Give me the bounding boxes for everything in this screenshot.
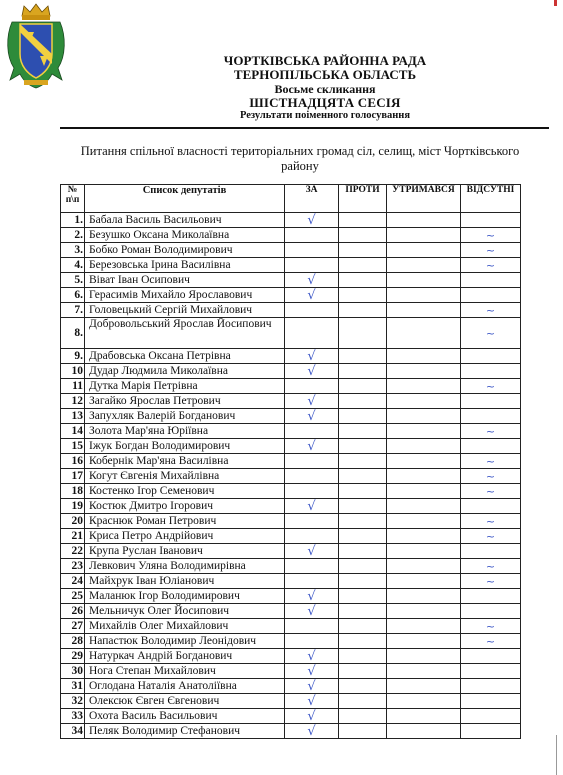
vote-abstain-cell — [387, 258, 461, 273]
vote-absent-cell — [461, 454, 521, 469]
dash-mark-icon: ~ — [485, 243, 496, 257]
vote-absent-cell — [461, 529, 521, 544]
vote-absent-cell — [461, 694, 521, 709]
vote-against-cell — [339, 424, 387, 439]
vote-for-cell — [285, 589, 339, 604]
table-row — [61, 394, 521, 409]
deputy-name: Олексюк Євген Євгенович — [85, 694, 285, 709]
deputy-name: Нога Степан Михайлович — [85, 664, 285, 679]
vote-absent-cell — [461, 664, 521, 679]
checkmark-icon: √ — [307, 393, 316, 409]
deputy-name: Оглодана Наталія Анатоліївна — [85, 679, 285, 694]
deputy-name: Михайлів Олег Михайлович — [85, 619, 285, 634]
edge-mark — [556, 735, 557, 775]
table-row — [61, 469, 521, 484]
row-number: 2. — [61, 228, 85, 243]
row-number: 7. — [61, 303, 85, 318]
vote-against-cell — [339, 724, 387, 739]
table-row — [61, 694, 521, 709]
vote-for-cell — [285, 258, 339, 273]
checkmark-icon: √ — [307, 363, 316, 379]
col-deputies: Список депутатів — [85, 185, 285, 213]
row-number: 33 — [61, 709, 85, 724]
table-row — [61, 273, 521, 288]
table-row — [61, 379, 521, 394]
vote-absent-cell — [461, 243, 521, 258]
row-number: 1. — [61, 213, 85, 228]
dash-mark-icon: ~ — [485, 303, 496, 317]
table-row — [61, 243, 521, 258]
row-number: 6. — [61, 288, 85, 303]
vote-abstain-cell — [387, 318, 461, 349]
table-row — [61, 228, 521, 243]
vote-abstain-cell — [387, 288, 461, 303]
checkmark-icon: √ — [307, 648, 316, 664]
checkmark-icon: √ — [307, 603, 316, 619]
deputy-name: Криса Петро Андрійович — [85, 529, 285, 544]
row-number: 5. — [61, 273, 85, 288]
vote-absent-cell — [461, 724, 521, 739]
vote-against-cell — [339, 514, 387, 529]
checkmark-icon: √ — [307, 272, 316, 288]
table-row — [61, 364, 521, 379]
vote-for-cell — [285, 303, 339, 318]
vote-for-cell — [285, 409, 339, 424]
deputy-name: Бобко Роман Володимирович — [85, 243, 285, 258]
col-for: ЗА — [285, 185, 339, 213]
vote-abstain-cell — [387, 499, 461, 514]
checkmark-icon: √ — [307, 438, 316, 454]
dash-mark-icon: ~ — [485, 469, 496, 483]
vote-abstain-cell — [387, 724, 461, 739]
vote-for-cell — [285, 484, 339, 499]
vote-against-cell — [339, 499, 387, 514]
dash-mark-icon: ~ — [485, 258, 496, 272]
checkmark-icon: √ — [307, 723, 316, 739]
vote-against-cell — [339, 709, 387, 724]
vote-for-cell — [285, 664, 339, 679]
agenda-subject: Питання спільної власності територіальних громад сіл, селищ, міст Чортківського району — [80, 144, 520, 173]
vote-abstain-cell — [387, 694, 461, 709]
table-row — [61, 529, 521, 544]
deputy-name: Маланюк Ігор Володимирович — [85, 589, 285, 604]
dash-mark-icon: ~ — [485, 529, 496, 543]
vote-for-cell — [285, 228, 339, 243]
vote-absent-cell — [461, 679, 521, 694]
dash-mark-icon: ~ — [485, 634, 496, 648]
vote-absent-cell — [461, 514, 521, 529]
vote-against-cell — [339, 379, 387, 394]
vote-absent-cell — [461, 303, 521, 318]
vote-against-cell — [339, 454, 387, 469]
checkmark-icon: √ — [307, 498, 316, 514]
row-number: 28 — [61, 634, 85, 649]
vote-for-cell — [285, 273, 339, 288]
table-row — [61, 484, 521, 499]
vote-for-cell — [285, 724, 339, 739]
vote-against-cell — [339, 589, 387, 604]
checkmark-icon: √ — [307, 543, 316, 559]
row-number: 25 — [61, 589, 85, 604]
vote-abstain-cell — [387, 604, 461, 619]
vote-against-cell — [339, 303, 387, 318]
row-number: 24 — [61, 574, 85, 589]
row-number: 16 — [61, 454, 85, 469]
col-number: № п\п — [61, 185, 85, 213]
vote-abstain-cell — [387, 619, 461, 634]
coat-of-arms-icon — [4, 2, 68, 90]
vote-for-cell — [285, 439, 339, 454]
vote-absent-cell — [461, 349, 521, 364]
deputy-name: Костенко Ігор Семенович — [85, 484, 285, 499]
vote-abstain-cell — [387, 379, 461, 394]
row-number: 32 — [61, 694, 85, 709]
vote-absent-cell — [461, 469, 521, 484]
vote-abstain-cell — [387, 709, 461, 724]
vote-for-cell — [285, 364, 339, 379]
row-number: 9. — [61, 349, 85, 364]
row-number: 13 — [61, 409, 85, 424]
col-absent: ВІДСУТНІ — [461, 185, 521, 213]
vote-for-cell — [285, 288, 339, 303]
vote-absent-cell — [461, 273, 521, 288]
table-header-row — [61, 185, 521, 213]
vote-for-cell — [285, 469, 339, 484]
deputy-name: Костюк Дмитро Ігорович — [85, 499, 285, 514]
vote-absent-cell — [461, 649, 521, 664]
row-number: 21 — [61, 529, 85, 544]
session-title: ШІСТНАДЦЯТА СЕСІЯ — [249, 95, 401, 110]
vote-against-cell — [339, 349, 387, 364]
convocation-title: Восьме скликання — [274, 82, 376, 96]
voting-table-body — [61, 213, 521, 739]
voting-table — [60, 184, 521, 739]
vote-against-cell — [339, 258, 387, 273]
table-row — [61, 664, 521, 679]
table-row — [61, 514, 521, 529]
table-row — [61, 619, 521, 634]
vote-for-cell — [285, 379, 339, 394]
row-number: 26 — [61, 604, 85, 619]
vote-for-cell — [285, 604, 339, 619]
vote-for-cell — [285, 318, 339, 349]
table-row — [61, 303, 521, 318]
table-row — [61, 499, 521, 514]
deputy-name: Загайко Ярослав Петрович — [85, 394, 285, 409]
dash-mark-icon: ~ — [485, 559, 496, 573]
row-number: 17 — [61, 469, 85, 484]
vote-for-cell — [285, 679, 339, 694]
row-number: 15 — [61, 439, 85, 454]
table-row — [61, 649, 521, 664]
checkmark-icon: √ — [307, 663, 316, 679]
vote-abstain-cell — [387, 574, 461, 589]
vote-for-cell — [285, 213, 339, 228]
deputy-name: Віват Іван Осипович — [85, 273, 285, 288]
dash-mark-icon: ~ — [485, 484, 496, 498]
vote-abstain-cell — [387, 679, 461, 694]
vote-for-cell — [285, 649, 339, 664]
table-row — [61, 424, 521, 439]
vote-absent-cell — [461, 228, 521, 243]
row-number: 14 — [61, 424, 85, 439]
row-number: 31 — [61, 679, 85, 694]
vote-abstain-cell — [387, 649, 461, 664]
checkmark-icon: √ — [307, 348, 316, 364]
row-number: 29 — [61, 649, 85, 664]
deputy-name: Драбовська Оксана Петрівна — [85, 349, 285, 364]
table-row — [61, 288, 521, 303]
vote-absent-cell — [461, 364, 521, 379]
vote-for-cell — [285, 499, 339, 514]
checkmark-icon: √ — [307, 287, 316, 303]
vote-absent-cell — [461, 589, 521, 604]
vote-for-cell — [285, 349, 339, 364]
vote-for-cell — [285, 243, 339, 258]
table-row — [61, 724, 521, 739]
vote-for-cell — [285, 394, 339, 409]
deputy-name: Охота Василь Васильович — [85, 709, 285, 724]
row-number: 20 — [61, 514, 85, 529]
vote-abstain-cell — [387, 394, 461, 409]
vote-absent-cell — [461, 288, 521, 303]
deputy-name: Золота Мар'яна Юріївна — [85, 424, 285, 439]
vote-absent-cell — [461, 499, 521, 514]
deputy-name: Іжук Богдан Володимирович — [85, 439, 285, 454]
vote-abstain-cell — [387, 213, 461, 228]
vote-for-cell — [285, 619, 339, 634]
vote-against-cell — [339, 318, 387, 349]
vote-abstain-cell — [387, 243, 461, 258]
vote-abstain-cell — [387, 364, 461, 379]
table-row — [61, 409, 521, 424]
vote-abstain-cell — [387, 484, 461, 499]
vote-absent-cell — [461, 544, 521, 559]
vote-absent-cell — [461, 213, 521, 228]
row-number: 23 — [61, 559, 85, 574]
vote-abstain-cell — [387, 273, 461, 288]
vote-abstain-cell — [387, 559, 461, 574]
dash-mark-icon: ~ — [485, 514, 496, 528]
vote-against-cell — [339, 394, 387, 409]
vote-absent-cell — [461, 258, 521, 273]
row-number: 27 — [61, 619, 85, 634]
vote-absent-cell — [461, 709, 521, 724]
vote-against-cell — [339, 439, 387, 454]
vote-abstain-cell — [387, 634, 461, 649]
vote-abstain-cell — [387, 424, 461, 439]
deputy-name: Напастюк Володимир Леонідович — [85, 634, 285, 649]
vote-against-cell — [339, 619, 387, 634]
vote-abstain-cell — [387, 589, 461, 604]
vote-absent-cell — [461, 484, 521, 499]
row-number: 18 — [61, 484, 85, 499]
vote-for-cell — [285, 559, 339, 574]
vote-abstain-cell — [387, 544, 461, 559]
deputy-name: Левкович Уляна Володимирівна — [85, 559, 285, 574]
vote-for-cell — [285, 529, 339, 544]
deputy-name: Крупа Руслан Іванович — [85, 544, 285, 559]
vote-for-cell — [285, 544, 339, 559]
vote-abstain-cell — [387, 664, 461, 679]
table-row — [61, 439, 521, 454]
dash-mark-icon: ~ — [485, 326, 496, 340]
vote-against-cell — [339, 634, 387, 649]
table-row — [61, 318, 521, 349]
vote-for-cell — [285, 709, 339, 724]
vote-against-cell — [339, 574, 387, 589]
checkmark-icon: √ — [307, 588, 316, 604]
deputy-name: Краснюк Роман Петрович — [85, 514, 285, 529]
row-number: 8. — [61, 318, 85, 349]
vote-abstain-cell — [387, 228, 461, 243]
vote-against-cell — [339, 694, 387, 709]
vote-against-cell — [339, 273, 387, 288]
vote-absent-cell — [461, 379, 521, 394]
dash-mark-icon: ~ — [485, 619, 496, 633]
dash-mark-icon: ~ — [485, 574, 496, 588]
vote-for-cell — [285, 454, 339, 469]
table-row — [61, 589, 521, 604]
vote-against-cell — [339, 364, 387, 379]
vote-for-cell — [285, 424, 339, 439]
vote-absent-cell — [461, 604, 521, 619]
deputy-name: Натуркач Андрій Богданович — [85, 649, 285, 664]
checkmark-icon: √ — [307, 678, 316, 694]
vote-absent-cell — [461, 394, 521, 409]
vote-against-cell — [339, 243, 387, 258]
vote-for-cell — [285, 634, 339, 649]
row-number: 22 — [61, 544, 85, 559]
row-number: 12 — [61, 394, 85, 409]
vote-absent-cell — [461, 409, 521, 424]
table-row — [61, 574, 521, 589]
vote-against-cell — [339, 679, 387, 694]
row-number: 3. — [61, 243, 85, 258]
checkmark-icon: √ — [307, 693, 316, 709]
vote-absent-cell — [461, 318, 521, 349]
vote-abstain-cell — [387, 439, 461, 454]
table-row — [61, 709, 521, 724]
vote-abstain-cell — [387, 469, 461, 484]
deputy-name: Березовська Ірина Василівна — [85, 258, 285, 273]
deputy-name: Когут Євгенія Михайлівна — [85, 469, 285, 484]
table-row — [61, 544, 521, 559]
table-row — [61, 213, 521, 228]
vote-against-cell — [339, 559, 387, 574]
vote-absent-cell — [461, 619, 521, 634]
vote-against-cell — [339, 604, 387, 619]
header-divider — [60, 127, 549, 129]
vote-abstain-cell — [387, 454, 461, 469]
checkmark-icon: √ — [307, 708, 316, 724]
row-number: 34 — [61, 724, 85, 739]
dash-mark-icon: ~ — [485, 454, 496, 468]
dash-mark-icon: ~ — [485, 228, 496, 242]
vote-for-cell — [285, 574, 339, 589]
vote-against-cell — [339, 288, 387, 303]
row-number: 30 — [61, 664, 85, 679]
vote-absent-cell — [461, 574, 521, 589]
vote-absent-cell — [461, 559, 521, 574]
row-number: 11 — [61, 379, 85, 394]
dash-mark-icon: ~ — [485, 379, 496, 393]
deputy-name: Мельничук Олег Йосипович — [85, 604, 285, 619]
region-title: ТЕРНОПІЛЬСЬКА ОБЛАСТЬ — [233, 67, 417, 82]
vote-abstain-cell — [387, 514, 461, 529]
vote-for-cell — [285, 514, 339, 529]
vote-against-cell — [339, 649, 387, 664]
vote-against-cell — [339, 213, 387, 228]
checkmark-icon: √ — [307, 212, 316, 228]
col-against: ПРОТИ — [339, 185, 387, 213]
deputy-name: Герасимів Михайло Ярославович — [85, 288, 285, 303]
vote-against-cell — [339, 469, 387, 484]
deputy-name: Запухляк Валерій Богданович — [85, 409, 285, 424]
checkmark-icon: √ — [307, 408, 316, 424]
vote-absent-cell — [461, 424, 521, 439]
deputy-name: Бабала Василь Васильович — [85, 213, 285, 228]
deputy-name: Добровольський Ярослав Йосипович — [85, 318, 285, 349]
table-row — [61, 679, 521, 694]
corner-mark — [554, 0, 557, 6]
deputy-name: Дудар Людмила Миколаївна — [85, 364, 285, 379]
table-row — [61, 559, 521, 574]
table-row — [61, 454, 521, 469]
vote-against-cell — [339, 409, 387, 424]
deputy-name: Майхрук Іван Юліанович — [85, 574, 285, 589]
deputy-name: Дутка Марія Петрівна — [85, 379, 285, 394]
deputy-name: Пеляк Володимир Стефанович — [85, 724, 285, 739]
deputy-name: Головецький Сергій Михайлович — [85, 303, 285, 318]
vote-against-cell — [339, 529, 387, 544]
table-row — [61, 634, 521, 649]
col-abstained: УТРИМАВСЯ — [387, 185, 461, 213]
vote-against-cell — [339, 664, 387, 679]
vote-abstain-cell — [387, 409, 461, 424]
deputy-name: Кобернік Мар'яна Василівна — [85, 454, 285, 469]
vote-against-cell — [339, 544, 387, 559]
row-number: 4. — [61, 258, 85, 273]
vote-against-cell — [339, 484, 387, 499]
row-number: 10 — [61, 364, 85, 379]
table-row — [61, 349, 521, 364]
table-row — [61, 604, 521, 619]
dash-mark-icon: ~ — [485, 424, 496, 438]
vote-abstain-cell — [387, 529, 461, 544]
vote-absent-cell — [461, 439, 521, 454]
vote-abstain-cell — [387, 349, 461, 364]
deputy-name: Безушко Оксана Миколаївна — [85, 228, 285, 243]
vote-for-cell — [285, 694, 339, 709]
document-title: Результати поіменного голосування — [239, 110, 411, 121]
council-title: ЧОРТКІВСЬКА РАЙОННА РАДА — [223, 53, 427, 68]
vote-absent-cell — [461, 634, 521, 649]
row-number: 19 — [61, 499, 85, 514]
vote-abstain-cell — [387, 303, 461, 318]
vote-against-cell — [339, 228, 387, 243]
table-row — [61, 258, 521, 273]
